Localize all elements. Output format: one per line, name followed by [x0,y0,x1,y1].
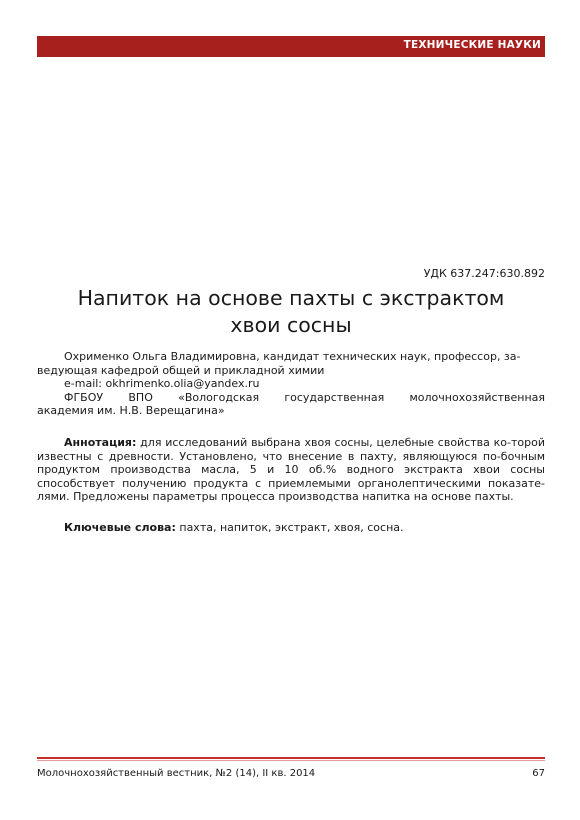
keywords-paragraph [37,521,545,535]
section-header-band [37,36,545,57]
annotation-label: Аннотация: [64,436,137,449]
author-line-2: ведующая кафедрой общей и прикладной химии [37,363,325,377]
organization-line-1: ФГБОУ ВПО «Вологодская государственная молочнохозяйственная [64,390,545,404]
author-block [37,350,545,418]
organization-line-2: академия им. Н.В. Верещагина» [37,404,225,418]
article-title [37,285,545,339]
title-line-2: хвои сосны [230,313,352,337]
author-line-1: Охрименко Ольга Владимировна, кандидат технических наук, профессор, за- [64,350,521,363]
title-line-1: Напиток на основе пахты с экстрактом [77,286,505,310]
footer-rule [37,757,545,759]
keywords-label: Ключевые слова: [64,521,176,534]
section-label: ТЕХНИЧЕСКИЕ НАУКИ [403,39,541,51]
annotation-text: для исследований выбрана хвоя сосны, целебные свойства ко-торой известны с древности. Установлено, что внесение в пахту, являющуюся по-бочным продуктом производства масла, 5 и 10 об.% водного экстракта хвои сосны способствует получению продукта с приемлемыми органолептическими показате-лями. Предложены параметры процесса производства напитка на основе пахты. [37,436,545,504]
annotation-paragraph [37,436,545,504]
keywords-text: пахта, напиток, экстракт, хвоя, сосна. [175,521,404,534]
page-number: 67 [532,768,545,779]
author-email: e-mail: okhrimenko.olia@yandex.ru [64,377,260,391]
footer-rule-shadow [37,760,545,761]
journal-citation: Молочнохозяйственный вестник, №2 (14), II кв. 2014 [37,768,316,779]
udk-code: УДК 637.247:630.892 [423,267,545,280]
